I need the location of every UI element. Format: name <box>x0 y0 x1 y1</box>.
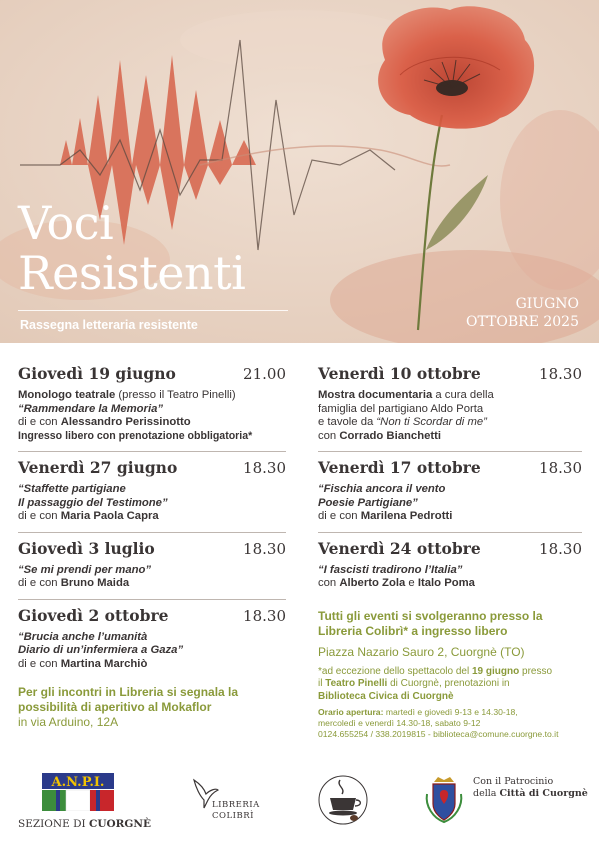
anpi-section-label: SEZIONE DI <box>18 818 90 830</box>
note-library: Biblioteca Civica di Cuorgnè <box>318 690 454 702</box>
note-text: di Cuorgnè, prenotazioni in <box>387 678 510 689</box>
event-work-title: “Brucia anche l’umanità <box>18 630 148 643</box>
event-author: Alessandro Perissinotto <box>60 416 191 428</box>
dates-line-1: GIUGNO <box>515 296 579 312</box>
title-line-1: Voci <box>18 196 114 250</box>
event-item <box>18 539 286 591</box>
event-desc: a cura della <box>432 389 494 401</box>
event-date: Giovedì 2 ottobre <box>18 605 169 625</box>
event-by-label: di e con <box>18 510 61 522</box>
mokaflor-address: in via Arduino, 12A <box>18 715 119 729</box>
event-by-label: con <box>318 429 340 442</box>
events-right-column <box>318 364 582 740</box>
event-time: 18.30 <box>243 459 286 477</box>
subtitle: Rassegna letteraria resistente <box>20 318 198 332</box>
subtitle-divider <box>18 310 288 311</box>
event-venue-note: (presso il Teatro Pinelli) <box>115 389 236 401</box>
divider <box>18 532 286 533</box>
event-by-label: di e con <box>18 416 61 428</box>
event-item <box>18 606 286 672</box>
divider <box>318 532 582 533</box>
event-time: 21.00 <box>243 365 286 383</box>
anpi-label: A.N.P.I. <box>51 775 105 790</box>
header-banner <box>0 0 599 343</box>
venue-address: Piazza Nazario Sauro 2, Cuorgnè (TO) <box>318 644 525 659</box>
event-author: Alberto Zola <box>339 577 406 589</box>
event-work-title: “Fischia ancora il vento <box>318 483 446 495</box>
event-time: 18.30 <box>539 459 582 477</box>
event-time: 18.30 <box>539 365 582 383</box>
coat-of-arms-icon <box>423 774 465 831</box>
event-work-title: Il passaggio del Testimone” <box>18 496 168 509</box>
anpi-section-town: CUORGNÈ <box>89 818 151 830</box>
event-date: Venerdì 10 ottobre <box>318 364 481 383</box>
anpi-logo <box>42 773 114 811</box>
event-by-label: di e con <box>18 577 61 589</box>
event-item <box>318 539 582 591</box>
event-date: Giovedì 3 luglio <box>18 538 155 558</box>
event-work-title: Poesie Partigiane” <box>318 496 418 509</box>
event-item <box>18 364 286 443</box>
title-line-2: Resistenti <box>18 246 246 300</box>
divider <box>318 451 582 452</box>
event-time: 18.30 <box>243 606 286 625</box>
libreria-label: LIBRERIA <box>212 800 260 810</box>
venue-admission: * a ingresso libero <box>403 623 508 638</box>
venue-line-1: Tutti gli eventi si svolgeranno presso la <box>318 608 543 623</box>
patronage-prefix: della <box>473 788 500 799</box>
event-work-title: “Staffette partigiane <box>18 483 126 495</box>
coffee-cup-icon <box>318 774 368 831</box>
event-work-title: “Rammendare la Memoria” <box>18 402 164 415</box>
reservation-note <box>318 666 582 704</box>
hours-label: Orario apertura: <box>318 707 384 717</box>
event-dates <box>466 295 579 331</box>
event-work-title: “Non ti Scordar di me” <box>376 416 487 428</box>
divider <box>18 599 286 600</box>
event-conjunction: e <box>405 577 418 589</box>
event-author: Bruno Maida <box>60 577 130 589</box>
event-type: Monologo teatrale <box>18 389 116 401</box>
event-desc: e tavole da <box>318 416 377 428</box>
event-author: Marilena Pedrotti <box>360 510 453 522</box>
contact-info: 0124.655254 / 338.2019815 - biblioteca@comune.cuorgne.to.it <box>318 729 559 739</box>
event-author: Maria Paola Capra <box>60 510 159 522</box>
note-date: 19 giugno <box>472 665 520 677</box>
event-date: Giovedì 19 giugno <box>18 364 176 383</box>
mokaflor-line-2: possibilità di aperitivo al Mokaflor <box>18 700 212 714</box>
event-type: Mostra documentaria <box>318 389 433 401</box>
hours-text: mercoledì e venerdì 14.30-18, sabato 9-12 <box>318 718 481 728</box>
event-date: Venerdì 27 giugno <box>18 458 178 477</box>
hours-text: martedì e giovedì 9-13 e 14.30-18, <box>383 707 518 717</box>
poppy-icon <box>378 6 534 128</box>
event-author: Corrado Bianchetti <box>339 429 442 442</box>
events-left-column <box>18 364 286 730</box>
footer-logos <box>0 770 599 846</box>
event-item <box>18 458 286 524</box>
event-author: Martina Marchiò <box>60 657 148 670</box>
event-date: Venerdì 17 ottobre <box>318 458 481 477</box>
event-desc: famiglia del partigiano Aldo Porta <box>318 402 484 415</box>
mokaflor-note <box>18 685 286 730</box>
colibri-label: COLIBRÌ <box>212 811 254 821</box>
event-time: 18.30 <box>243 539 286 558</box>
event-date: Venerdì 24 ottobre <box>318 538 481 558</box>
event-by-label: con <box>318 577 340 589</box>
patronage <box>473 776 588 800</box>
opening-hours <box>318 707 582 740</box>
event-by-label: di e con <box>318 510 361 522</box>
event-work-title: “I fascisti tradirono l’Italia” <box>318 563 463 576</box>
mokaflor-line-1: Per gli incontri in Libreria si segnala la <box>18 685 239 699</box>
event-work-title: Diario di un’infermiera a Gaza” <box>18 644 184 656</box>
venue-name: Libreria Colibrì <box>318 623 404 638</box>
patronage-label: Con il Patrocinio <box>473 776 554 787</box>
event-author: Italo Poma <box>417 577 475 589</box>
event-item <box>318 364 582 443</box>
event-item <box>318 458 582 524</box>
libreria-colibri-logo <box>212 800 260 822</box>
note-text: *ad eccezione dello spettacolo del <box>318 665 472 677</box>
note-text: il <box>318 678 326 689</box>
venue-info <box>318 609 582 660</box>
event-by-label: di e con <box>18 657 61 670</box>
patronage-city: Città di Cuorgnè <box>499 788 588 799</box>
divider <box>18 451 286 452</box>
event-work-title: “Se mi prendi per mano” <box>18 563 152 576</box>
note-text: presso <box>519 665 553 677</box>
dates-line-2: OTTOBRE 2025 <box>465 314 579 330</box>
event-title <box>18 198 245 298</box>
note-theatre: Teatro Pinelli <box>325 678 388 689</box>
event-admission: Ingresso libero con prenotazione obbligatoria* <box>18 429 253 442</box>
event-time: 18.30 <box>539 539 582 558</box>
anpi-section <box>18 818 151 830</box>
